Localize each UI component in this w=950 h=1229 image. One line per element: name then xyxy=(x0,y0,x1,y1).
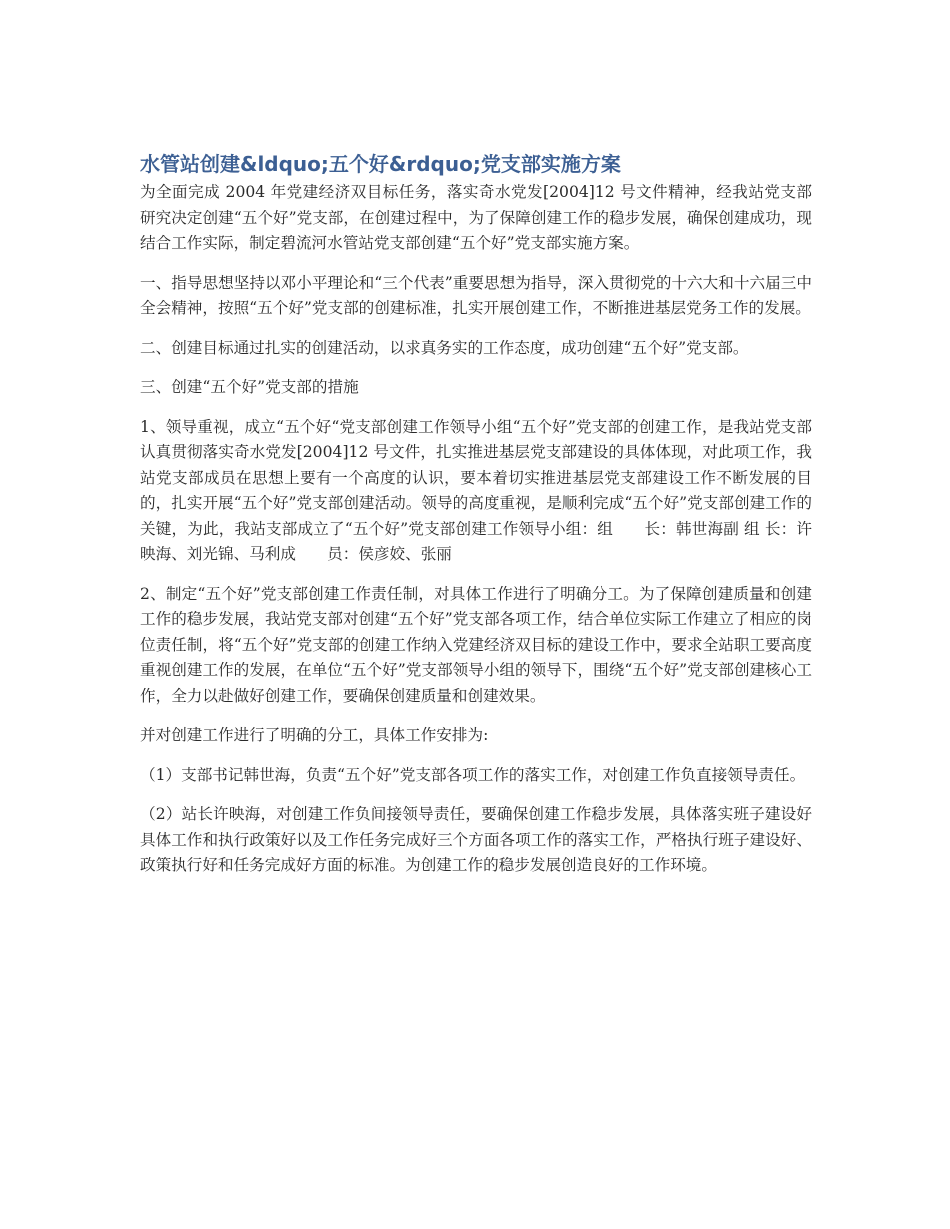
guiding-ideology-paragraph: 一、指导思想坚持以邓小平理论和“三个代表”重要思想为指导，深入贯彻党的十六大和十六届三中全会精神，按照“五个好”党支部的创建标准，扎实开展创建工作，不断推进基层党务工作的发展。 xyxy=(140,273,812,317)
measure-2-paragraph: 2、制定“五个好”党支部创建工作责任制，对具体工作进行了明确分工。为了保障创建质量和创建工作的稳步发展，我站党支部对创建“五个好”党支部各项工作，结合单位实际工作建立了相应的岗位责任制，将“五个好”党支部的创建工作纳入党建经济双目标的建设工作中，要求全站职工要高度重视创建工作的发展，在单位“五个好”党支部领导小组的领导下，围绕“五个好”党支部创建核心工作，全力以赴做好创建工作，要确保创建质量和创建效果。 xyxy=(140,584,812,705)
duty-2-paragraph: （2）站长许映海，对创建工作负间接领导责任，要确保创建工作稳步发展，具体落实班子建设好具体工作和执行政策好以及工作任务完成好三个方面各项工作的落实工作，严格执行班子建设好、政策执行好和任务完成好方面的标准。为创建工作的稳步发展创造良好的工作环境。 xyxy=(140,805,812,874)
measures-heading: 三、创建“五个好”党支部的措施 xyxy=(140,378,359,396)
duty-1-paragraph: （1）支部书记韩世海，负责“五个好”党支部各项工作的落实工作，对创建工作负直接领导责任。 xyxy=(140,765,806,784)
goal-paragraph: 二、创建目标通过扎实的创建活动，以求真务实的工作态度，成功创建“五个好”党支部。 xyxy=(140,338,749,357)
document-page xyxy=(140,148,812,893)
measure-1-paragraph: 1、领导重视，成立“五个好“党支部创建工作领导小组“五个好”党支部的创建工作，是我站党支部认真贯彻落实奇水党发[2004]12 号文件，扎实推进基层党支部建设的具体体现，对此项工作，我站党支部成员在思想上要有一个高度的认识，要本着切实推进基层党支部建设工作不断发展的目的，扎实开展“五个好”党支部创建活动。领导的高度重视，是顺利完成“五个好”党支部创建工作的关键，为此，我站支部成立了“五个好”党支部创建工作领导小组：组 长：韩世海副 组 长：许映海、刘光锦、马利成 员：侯彦姣、张丽 xyxy=(140,417,812,563)
intro-paragraph: 为全面完成 2004 年党建经济双目标任务，落实奇水党发[2004]12 号文件精神，经我站党支部研究决定创建“五个好”党支部，在创建过程中，为了保障创建工作的稳步发展，确保创建成功，现结合工作实际，制定碧流河水管站党支部创建“五个好”党支部实施方案。 xyxy=(140,183,812,252)
document-title: 水管站创建&ldquo;五个好&rdquo;党支部实施方案 xyxy=(140,152,621,176)
division-intro-paragraph: 并对创建工作进行了明确的分工，具体工作安排为: xyxy=(140,726,489,744)
